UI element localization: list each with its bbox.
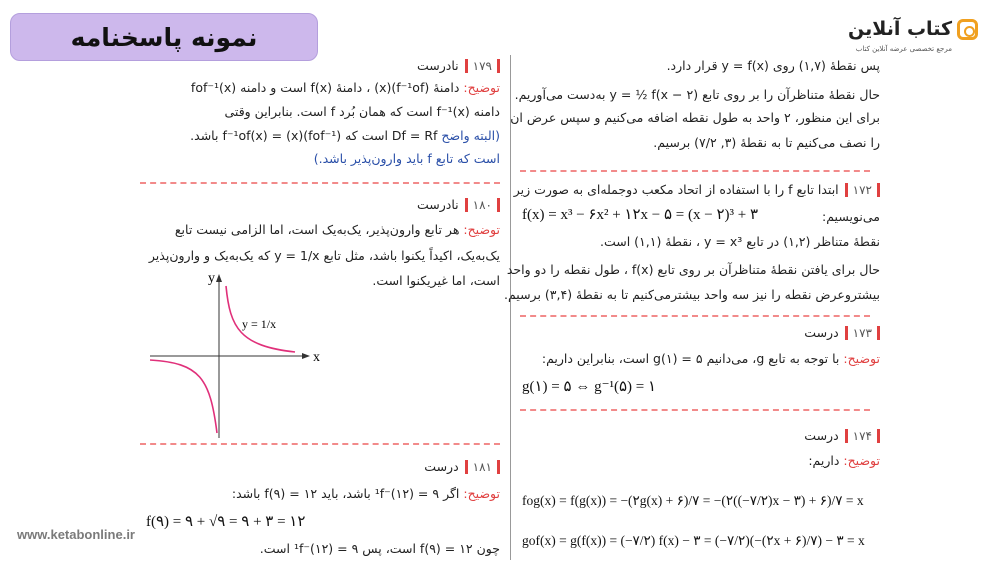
q180-explanation: [175, 222, 500, 238]
q173-status: درست: [804, 325, 839, 340]
q179-note-2: است که تابع f باید وارون‌پذیر باشد.): [313, 151, 500, 166]
curve-label: y = 1/x: [242, 317, 277, 331]
q181-explanation: [232, 486, 500, 502]
q174-header: [804, 428, 880, 443]
q173-explanation: [542, 351, 880, 367]
q174-equation-2: gof(x) = g(f(x)) = (−۷/۲) f(x) − ۳ = (−۷/۲)(−(۲x + ۶)/۷) − ۳ = x: [522, 533, 865, 548]
q174-equation-1: fog(x) = f(g(x)) = −(۲g(x) + ۶)/۷ = −(۲((−۷/۲)x − ۳) + ۶)/۷ = x: [522, 493, 864, 508]
separator: [520, 170, 870, 172]
logo-name: کتاب آنلاین: [848, 18, 952, 40]
answer-sheet-title-badge: [10, 13, 318, 61]
q181-number: ۱۸۱: [465, 460, 500, 474]
q179-note-1: (البته واضح: [441, 128, 500, 143]
separator: [140, 182, 500, 184]
q180-line-1: هر تابع وارون‌پذیر، یک‌به‌یک است، اما الزامی نیست تابع: [174, 222, 460, 237]
separator: [520, 315, 870, 317]
q180-line-3: است، اما غیریکنوا است.: [372, 273, 500, 288]
hyperbola-branch-negative: [150, 360, 217, 433]
q180-status: نادرست: [417, 197, 459, 212]
q179-status: نادرست: [417, 58, 459, 73]
site-logo[interactable]: [828, 18, 978, 58]
q172-number: ۱۷۲: [845, 183, 880, 197]
q173-header: [804, 325, 880, 340]
q174-explanation: [808, 453, 880, 469]
q173-line-1: با توجه به تابع g، می‌دانیم g(۱) = ۵ است، بنابراین داریم:: [541, 351, 840, 366]
intro-line-1: پس نقطهٔ (۱,۷) روی y = f(x) قرار دارد.: [666, 58, 880, 73]
q174-line-1: داریم:: [808, 453, 840, 468]
q172-line-5: بیشتروعرض نقطه را نیز سه واحد بیشترمی‌کنیم تا به نقطهٔ (۳,۴) برسیم.: [504, 287, 880, 302]
badge-text: نمونه پاسخنامه: [70, 22, 258, 52]
q174-number: ۱۷۴: [845, 429, 880, 443]
q179-number: ۱۷۹: [465, 59, 500, 73]
separator: [140, 443, 500, 445]
intro-line-2: حال نقطهٔ متناظرآن را بر روی تابع y = ½ f(x − ۲) به‌دست می‌آوریم.: [514, 87, 880, 102]
q172-line-3: نقطهٔ متناظر (۱,۲) در تابع y = x³ ، نقطهٔ (۱,۱) است.: [600, 234, 880, 249]
intro-line-3: برای این منظور، ۲ واحد به طول نقطه اضافه می‌کنیم و سپس عرض ان: [510, 110, 880, 125]
column-divider: [510, 55, 511, 560]
q174-status: درست: [804, 428, 839, 443]
q179-line-3-wrap: [190, 128, 500, 144]
q172-line-1: ابتدا تابع f را با استفاده از اتحاد مکعب دوجمله‌ای به صورت زیر: [513, 182, 839, 197]
y-axis-label: y: [208, 271, 215, 286]
x-axis-arrow-icon: [302, 353, 310, 359]
q173-label: توضیح:: [843, 351, 880, 366]
q173-number: ۱۷۳: [845, 326, 880, 340]
logo-tagline: مرجع تخصصی عرضه آنلاین کتاب: [855, 45, 952, 53]
q179-explanation: [191, 80, 500, 96]
intro-line-4: را نصف می‌کنیم تا به نقطهٔ (۳, ۷/۲) برسیم.: [653, 135, 880, 150]
q172-line-4: حال برای یافتن نقطهٔ متناظرآن بر روی تابع f(x) ، طول نقطه را دو واحد: [506, 262, 880, 277]
q172-equation: f(x) = x³ − ۶x² + ۱۲x − ۵ = (x − ۲)³ + ۳: [522, 207, 759, 223]
q181-equation: f(۹) = ۹ + √۹ = ۹ + ۳ = ۱۲: [146, 514, 306, 530]
logo-mark-icon: [957, 19, 978, 40]
q180-number: ۱۸۰: [465, 198, 500, 212]
q172-header: [514, 182, 880, 197]
q179-header: [417, 58, 500, 73]
q180-header: [417, 197, 500, 212]
q172-line-2: می‌نویسیم:: [822, 209, 880, 224]
x-axis-label: x: [313, 350, 320, 365]
q179-line-1: دامنهٔ (f⁻¹of)(x) ، دامنهٔ f(x) است و دامنه fof⁻¹(x): [190, 80, 460, 95]
q179-label: توضیح:: [463, 80, 500, 95]
q181-label: توضیح:: [463, 486, 500, 501]
q174-label: توضیح:: [843, 453, 880, 468]
q181-header: [424, 459, 500, 474]
y-axis-arrow-icon: [216, 274, 222, 282]
q179-line-3: Df = Rf است که (fof⁻¹)(x) = f⁻¹of(x) باشد.: [190, 128, 438, 143]
q180-line-2: یک‌به‌یک، اکیداً یکنوا باشد، مثل تابع y = 1/x که یک‌به‌یک و وارون‌پذیر: [148, 248, 500, 263]
q180-label: توضیح:: [463, 222, 500, 237]
q181-status: درست: [424, 459, 459, 474]
q181-line-2: چون ۱۲ = f(۹) است، پس ۹ = (۱۲)⁻¹f است.: [259, 541, 500, 556]
q173-equation: g(۱) = ۵ ⇔ g⁻¹(۵) = ۱: [522, 379, 657, 395]
site-url[interactable]: www.ketabonline.ir: [17, 527, 135, 542]
separator: [520, 409, 870, 411]
reciprocal-function-graph: [150, 268, 325, 440]
q179-line-2: دامنه f⁻¹(x) است که همان بُرد f است. بنابراین وقتی: [224, 104, 500, 119]
q181-line-1: اگر ۹ = (۱۲)⁻¹f باشد، باید ۱۲ = f(۹) باشد:: [231, 486, 460, 501]
